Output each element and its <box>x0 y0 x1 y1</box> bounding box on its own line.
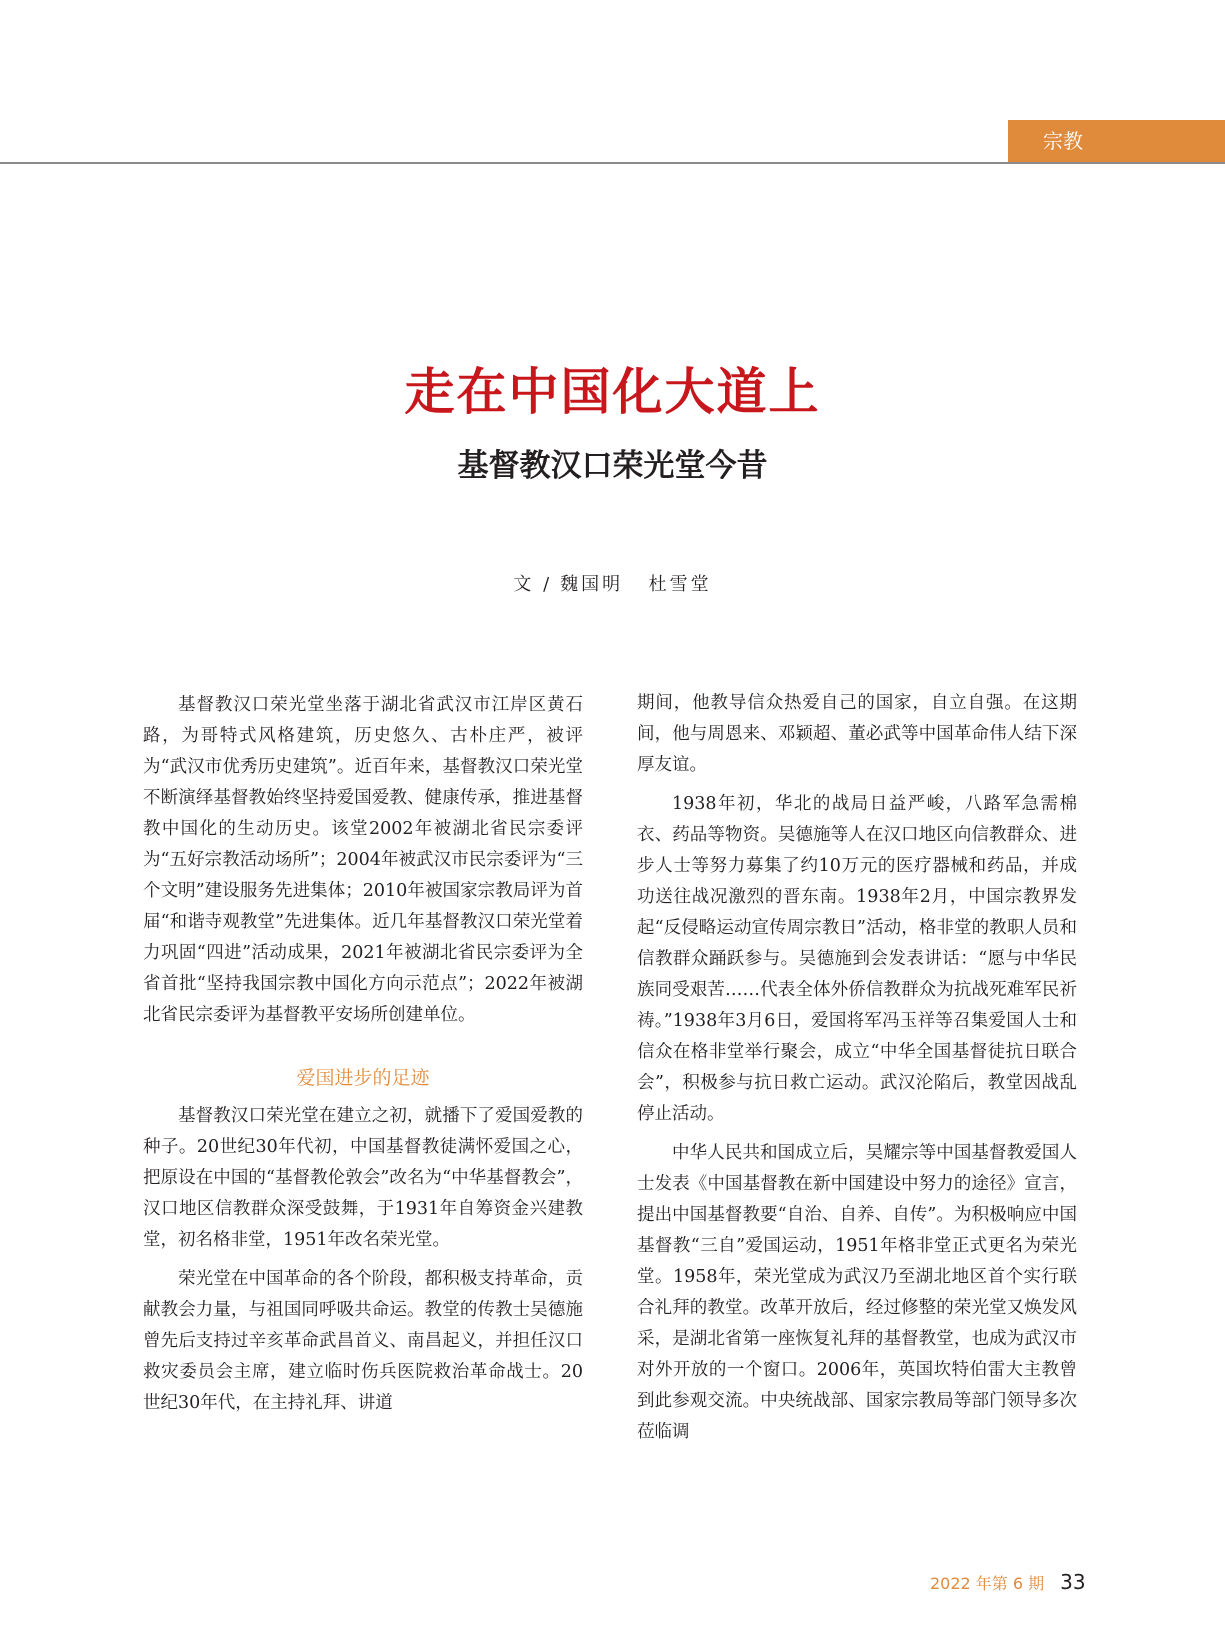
section-label: 宗教 <box>1043 129 1083 153</box>
article-title: 走在中国化大道上 <box>404 362 821 421</box>
issue-label: 2022 年第 6 期 <box>930 1574 1045 1593</box>
page-footer <box>930 1570 1086 1594</box>
byline-prefix: 文 / <box>513 574 553 595</box>
author-name: 魏国明 <box>560 574 624 595</box>
paragraph: 基督教汉口荣光堂坐落于湖北省武汉市江岸区黄石路，为哥特式风格建筑，历史悠久、古朴庄严，被评为“武汉市优秀历史建筑”。近百年来，基督教汉口荣光堂不断演绎基督教始终坚持爱国爱教、健康传承，推进基督教中国化的生动历史。该堂2002年被湖北省民宗委评为“五好宗教活动场所”；2004年被武汉市民宗委评为“三个文明”建设服务先进集体；2010年被国家宗教局评为首届“和谐寺观教堂”先进集体。近几年基督教汉口荣光堂着力巩固“四进”活动成果，2021年被湖北省民宗委评为全省首批“坚持我国宗教中国化方向示范点”；2022年被湖北省民宗委评为基督教平安场所创建单位。 <box>143 695 583 1025</box>
left-column <box>143 690 583 1427</box>
paragraph: 中华人民共和国成立后，吴耀宗等中国基督教爱国人士发表《中国基督教在新中国建设中努力的途径》宣言，提出中国基督教要“自治、自养、自传”。为积极响应中国基督教“三自”爱国运动，1951年格非堂正式更名为荣光堂。1958年，荣光堂成为武汉乃至湖北地区首个实行联合礼拜的教堂。改革开放后，经过修整的荣光堂又焕发风采，是湖北省第一座恢复礼拜的基督教堂，也成为武汉市对外开放的一个窗口。2006年，英国坎特伯雷大主教曾到此参观交流。中央统战部、国家宗教局等部门领导多次莅临调 <box>637 1143 1077 1442</box>
paragraph: 期间，他教导信众热爱自己的国家，自立自强。在这期间，他与周恩来、邓颖超、董必武等中国革命伟人结下深厚友谊。 <box>637 693 1077 775</box>
paragraph: 荣光堂在中国革命的各个阶段，都积极支持革命，贡献教会力量，与祖国同呼吸共命运。教堂的传教士吴德施曾先后支持过辛亥革命武昌首义、南昌起义，并担任汉口救灾委员会主席，建立临时伤兵医院救治革命战士。20世纪30年代，在主持礼拜、讲道 <box>143 1269 583 1413</box>
byline <box>0 570 1225 596</box>
paragraph: 1938年初，华北的战局日益严峻，八路军急需棉衣、药品等物资。吴德施等人在汉口地区向信教群众、进步人士等努力募集了约10万元的医疗器械和药品，并成功送往战况激烈的晋东南。1938年2月，中国宗教界发起“反侵略运动宣传周宗教日”活动，格非堂的教职人员和信教群众踊跃参与。吴德施到会发表讲话：“愿与中华民族同受艰苦……代表全体外侨信教群众为抗战死难军民祈祷。”1938年3月6日，爱国将军冯玉祥等召集爱国人士和信众在格非堂举行聚会，成立“中华全国基督徒抗日联合会”，积极参与抗日救亡运动。武汉沦陷后，教堂因战乱停止活动。 <box>637 794 1077 1124</box>
article-subtitle: 基督教汉口荣光堂今昔 <box>457 448 768 484</box>
section-heading: 爱国进步的足迹 <box>296 1067 430 1089</box>
header-rule <box>0 162 1225 164</box>
section-tab <box>1008 120 1225 162</box>
page-number: 33 <box>1060 1570 1086 1594</box>
paragraph: 基督教汉口荣光堂在建立之初，就播下了爱国爱教的种子。20世纪30年代初，中国基督教徒满怀爱国之心，把原设在中国的“基督教伦敦会”改名为“中华基督教会”，汉口地区信教群众深受鼓舞，于1931年自筹资金兴建教堂，初名格非堂，1951年改名荣光堂。 <box>143 1106 583 1250</box>
right-column <box>637 688 1077 1456</box>
author-name: 杜雪堂 <box>648 574 712 595</box>
